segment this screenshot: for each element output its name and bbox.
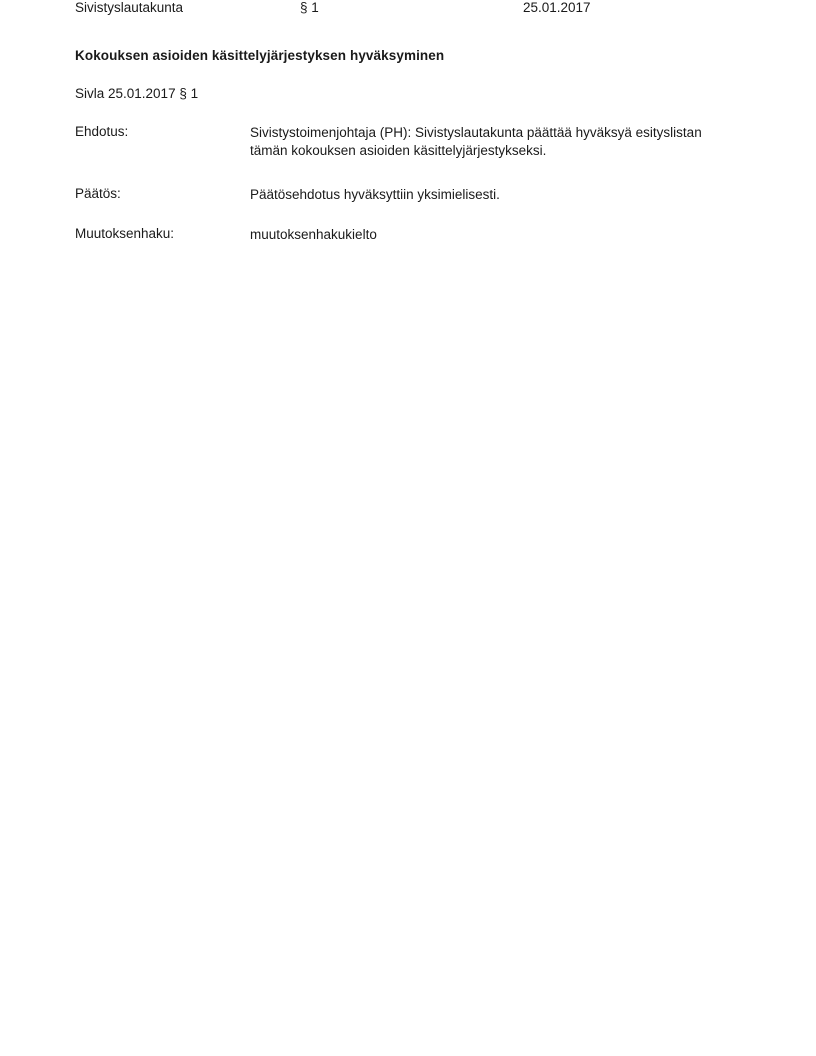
field-appeal-value: muutoksenhakukielto (250, 226, 377, 242)
field-appeal (75, 226, 741, 244)
header-organ-name: Sivistyslautakunta (75, 0, 184, 15)
agenda-item-reference: Sivla 25.01.2017 § 1 (75, 86, 199, 101)
field-decision-value: Päätösehdotus hyväksyttiin yksimielisesti. (250, 186, 500, 202)
document-header (75, 0, 741, 20)
field-proposal-label: Ehdotus: (75, 124, 129, 139)
document-content (75, 0, 741, 244)
field-decision (75, 186, 741, 204)
header-meeting-date: 25.01.2017 (523, 0, 591, 15)
header-section-number: § 1 (300, 0, 319, 15)
field-proposal-value: Sivistystoimenjohtaja (PH): Sivistyslautakunta päättää hyväksyä esityslistan tämän kokouksen asioiden käsittelyjärjestykseksi. (250, 125, 702, 158)
field-decision-label: Päätös: (75, 185, 121, 201)
field-appeal-label: Muutoksenhaku: (75, 225, 175, 241)
page-title: Kokouksen asioiden käsittelyjärjestyksen hyväksyminen (75, 48, 445, 63)
field-proposal (75, 124, 741, 160)
